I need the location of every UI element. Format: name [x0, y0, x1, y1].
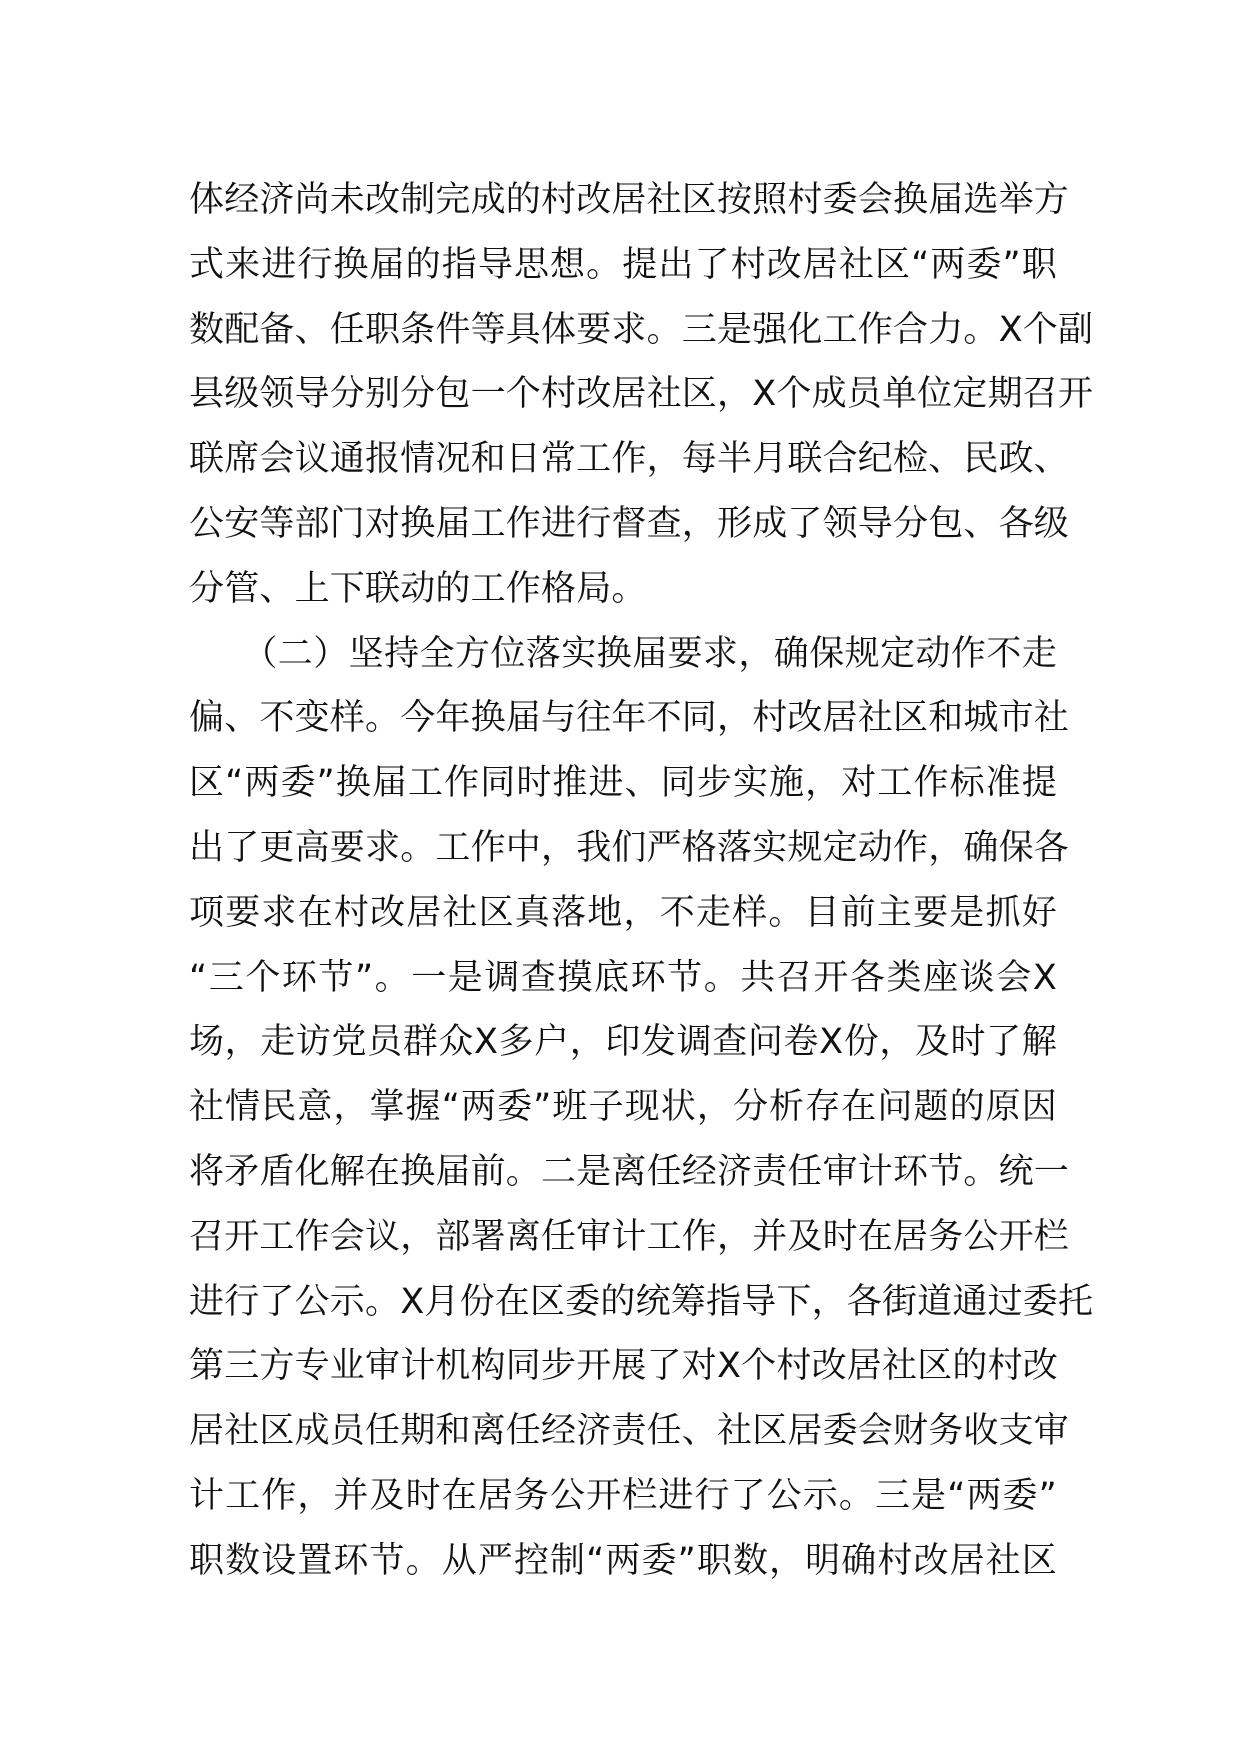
- text-line: 出了更高要求。工作中，我们严格落实规定动作，确保各: [189, 827, 1070, 868]
- text-line: 公安等部门对换届工作进行督查，形成了领导分包、各级: [189, 503, 1070, 544]
- text-line: 式来进行换届的指导思想。提出了村改居社区“两委”职: [189, 244, 1057, 285]
- text-line: 职数设置环节。从严控制“两委”职数，明确村改居社区: [189, 1540, 1057, 1581]
- text-line: 分管、上下联动的工作格局。: [189, 568, 647, 609]
- text-line: 居社区成员任期和离任经济责任、社区居委会财务收支审: [189, 1411, 1070, 1452]
- text-line: 召开工作会议，部署离任审计工作，并及时在居务公开栏: [189, 1216, 1070, 1257]
- text-line: （二）坚持全方位落实换届要求，确保规定动作不走: [189, 633, 1057, 674]
- text-line: 将矛盾化解在换届前。二是离任经济责任审计环节。统一: [189, 1151, 1070, 1192]
- text-line: 偏、不变样。今年换届与往年不同，村改居社区和城市社: [189, 698, 1070, 739]
- text-line: 计工作，并及时在居务公开栏进行了公示。三是“两委”: [189, 1475, 1057, 1516]
- text-line: 进行了公示。X月份在区委的统筹指导下，各街道通过委托: [189, 1281, 1094, 1322]
- text-line: 县级领导分别分包一个村改居社区，X个成员单位定期召开: [189, 374, 1094, 415]
- text-line: 联席会议通报情况和日常工作，每半月联合纪检、民政、: [189, 439, 1070, 480]
- text-line: 项要求在村改居社区真落地，不走样。目前主要是抓好: [189, 892, 1057, 933]
- text-line: 场，走访党员群众X多户，印发调查问卷X份，及时了解: [189, 1022, 1057, 1063]
- body-text: [189, 168, 1094, 1594]
- text-line: 第三方专业审计机构同步开展了对X个村改居社区的村改: [189, 1346, 1058, 1387]
- text-line: “三个环节”。一是调查摸底环节。共召开各类座谈会X: [189, 957, 1057, 998]
- text-line: 社情民意，掌握“两委”班子现状，分析存在问题的原因: [189, 1087, 1057, 1128]
- text-line: 区“两委”换届工作同时推进、同步实施，对工作标准提: [189, 763, 1057, 804]
- text-line: 数配备、任职条件等具体要求。三是强化工作合力。X个副: [189, 309, 1094, 350]
- text-line: 体经济尚未改制完成的村改居社区按照村委会换届选举方: [189, 180, 1070, 220]
